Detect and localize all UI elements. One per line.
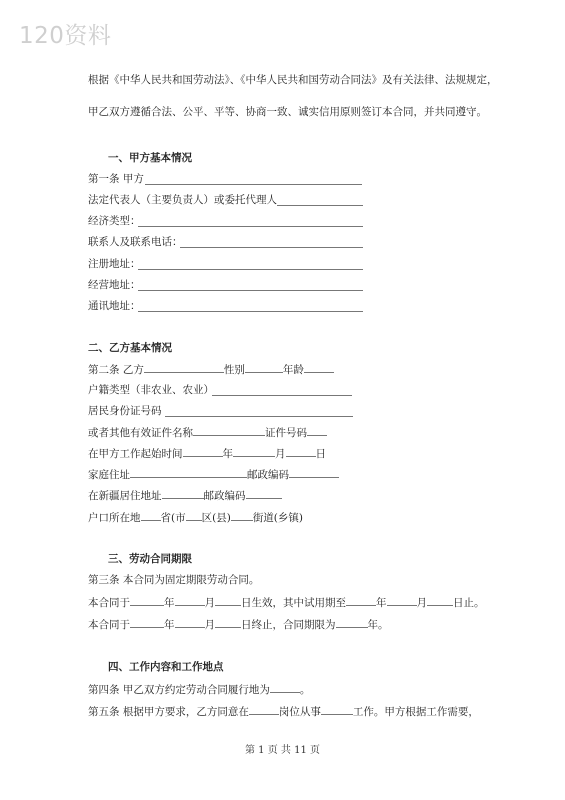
article4-end: 。 xyxy=(299,684,311,696)
watermark: 120资料 xyxy=(19,23,112,49)
post-label: 岗位从事 xyxy=(278,706,321,718)
work-place-blank xyxy=(270,682,300,693)
mail-address-label: 通讯地址： xyxy=(88,300,141,312)
reg-address-blank xyxy=(138,269,363,270)
xj-postcode-label: 邮政编码 xyxy=(203,490,246,502)
page-number: 第 1 页 共 11 页 xyxy=(245,745,320,756)
home-address-label: 家庭住址 xyxy=(88,469,130,481)
xj-postcode-blank xyxy=(246,488,282,499)
hukou-type-label: 户籍类型（非农业、农业） xyxy=(88,384,214,396)
party-a-blank xyxy=(145,184,362,185)
termination-year-blank xyxy=(130,617,164,628)
age-label: 年龄 xyxy=(282,364,304,376)
other-cert-row xyxy=(88,425,327,440)
intro-line-2: 甲乙双方遵循合法、公平、平等、协商一致、诚实信用原则签订本合同，并共同遵守。 xyxy=(88,106,487,118)
probation-year-blank xyxy=(346,595,376,606)
party-b-blank xyxy=(144,362,224,373)
district-blank xyxy=(186,510,202,521)
post-blank xyxy=(249,704,279,715)
hukou-location-label: 户口所在地 xyxy=(88,512,141,524)
id-number-blank xyxy=(165,416,353,417)
other-cert-blank xyxy=(193,425,265,436)
intro-line-1: 根据《中华人民共和国劳动法》、《中华人民共和国劳动合同法》及有关法律、法规规定， xyxy=(88,74,498,86)
contact-label: 联系人及联系电话： xyxy=(88,236,183,248)
xj-address-label: 在新疆居住地址 xyxy=(88,490,162,502)
probation-month-label: 月 xyxy=(416,597,427,609)
id-number-label: 居民身份证号码 xyxy=(88,405,162,417)
section2-heading: 二、乙方基本情况 xyxy=(88,342,172,354)
contact-blank xyxy=(180,247,363,248)
job-blank xyxy=(321,704,353,715)
xj-address-blank xyxy=(162,488,204,499)
probation-label: 日生效，其中试用期至 xyxy=(241,597,346,609)
effective-day-blank xyxy=(215,595,241,606)
effective-year-label: 年 xyxy=(164,597,175,609)
hukou-location-row xyxy=(88,510,303,525)
district-label: 区(县) xyxy=(201,512,231,524)
biz-address-label: 经营地址： xyxy=(88,279,141,291)
term-length-end: 年。 xyxy=(367,619,389,631)
econ-type-blank xyxy=(138,226,363,227)
cert-number-label: 证件号码 xyxy=(265,427,307,439)
probation-day-blank xyxy=(427,595,453,606)
home-address-blank xyxy=(130,467,247,478)
legal-rep-label: 法定代表人（主要负责人）或委托代理人 xyxy=(88,194,277,206)
start-day-blank xyxy=(286,446,316,457)
termination-year-label: 年 xyxy=(164,619,175,631)
effective-row xyxy=(88,595,485,610)
start-work-row xyxy=(88,446,326,461)
section1-heading: 一、甲方基本情况 xyxy=(108,152,192,164)
biz-address-blank xyxy=(138,290,363,291)
home-address-row xyxy=(88,467,339,482)
hukou-type-blank xyxy=(212,395,352,396)
province-blank xyxy=(141,510,161,521)
article4-label: 第四条 甲乙双方约定劳动合同履行地为 xyxy=(88,684,270,696)
term-length-label: 日终止，合同期限为 xyxy=(241,619,336,631)
probation-end-label: 日止。 xyxy=(453,597,485,609)
econ-type-label: 经济类型： xyxy=(88,215,141,227)
start-month-label: 月 xyxy=(275,448,286,460)
province-label: 省(市 xyxy=(160,512,186,524)
start-day-label: 日 xyxy=(315,448,326,460)
gender-blank xyxy=(245,362,283,373)
section3-heading: 三、劳动合同期限 xyxy=(108,553,192,565)
effective-month-label: 月 xyxy=(204,597,215,609)
article2-label: 第二条 乙方 xyxy=(88,364,144,376)
term-length-blank xyxy=(336,617,368,628)
article5-continue: 工作。甲方根据工作需要， xyxy=(352,706,479,718)
effective-month-blank xyxy=(175,595,205,606)
street-label: 街道(乡镇) xyxy=(252,512,304,524)
article2-row xyxy=(88,362,334,377)
article1-label: 第一条 甲方 xyxy=(88,173,144,185)
age-blank xyxy=(304,362,334,373)
start-year-label: 年 xyxy=(222,448,233,460)
effective-year-blank xyxy=(130,595,164,606)
home-postcode-label: 邮政编码 xyxy=(247,469,289,481)
effective-label: 本合同于 xyxy=(88,597,130,609)
termination-month-blank xyxy=(175,617,205,628)
cert-number-blank xyxy=(307,425,327,436)
article5-label: 第五条 根据甲方要求，乙方同意在 xyxy=(88,706,249,718)
article3-label: 第三条 本合同为固定期限劳动合同。 xyxy=(88,574,260,586)
article4-row xyxy=(88,682,310,697)
article5-row xyxy=(88,704,479,719)
start-work-label: 在甲方工作起始时间 xyxy=(88,448,183,460)
section4-heading: 四、工作内容和工作地点 xyxy=(108,661,224,673)
termination-month-label: 月 xyxy=(204,619,215,631)
reg-address-label: 注册地址： xyxy=(88,258,141,270)
home-postcode-blank xyxy=(289,467,339,478)
termination-label: 本合同于 xyxy=(88,619,130,631)
probation-year-label: 年 xyxy=(376,597,387,609)
gender-label: 性别 xyxy=(223,364,245,376)
street-blank xyxy=(231,510,253,521)
other-cert-label: 或者其他有效证件名称 xyxy=(88,427,193,439)
start-month-blank xyxy=(233,446,275,457)
mail-address-blank xyxy=(138,311,363,312)
legal-rep-blank xyxy=(277,205,363,206)
termination-day-blank xyxy=(215,617,241,628)
termination-row xyxy=(88,617,389,632)
xj-address-row xyxy=(88,488,282,503)
probation-month-blank xyxy=(387,595,417,606)
start-year-blank xyxy=(183,446,223,457)
